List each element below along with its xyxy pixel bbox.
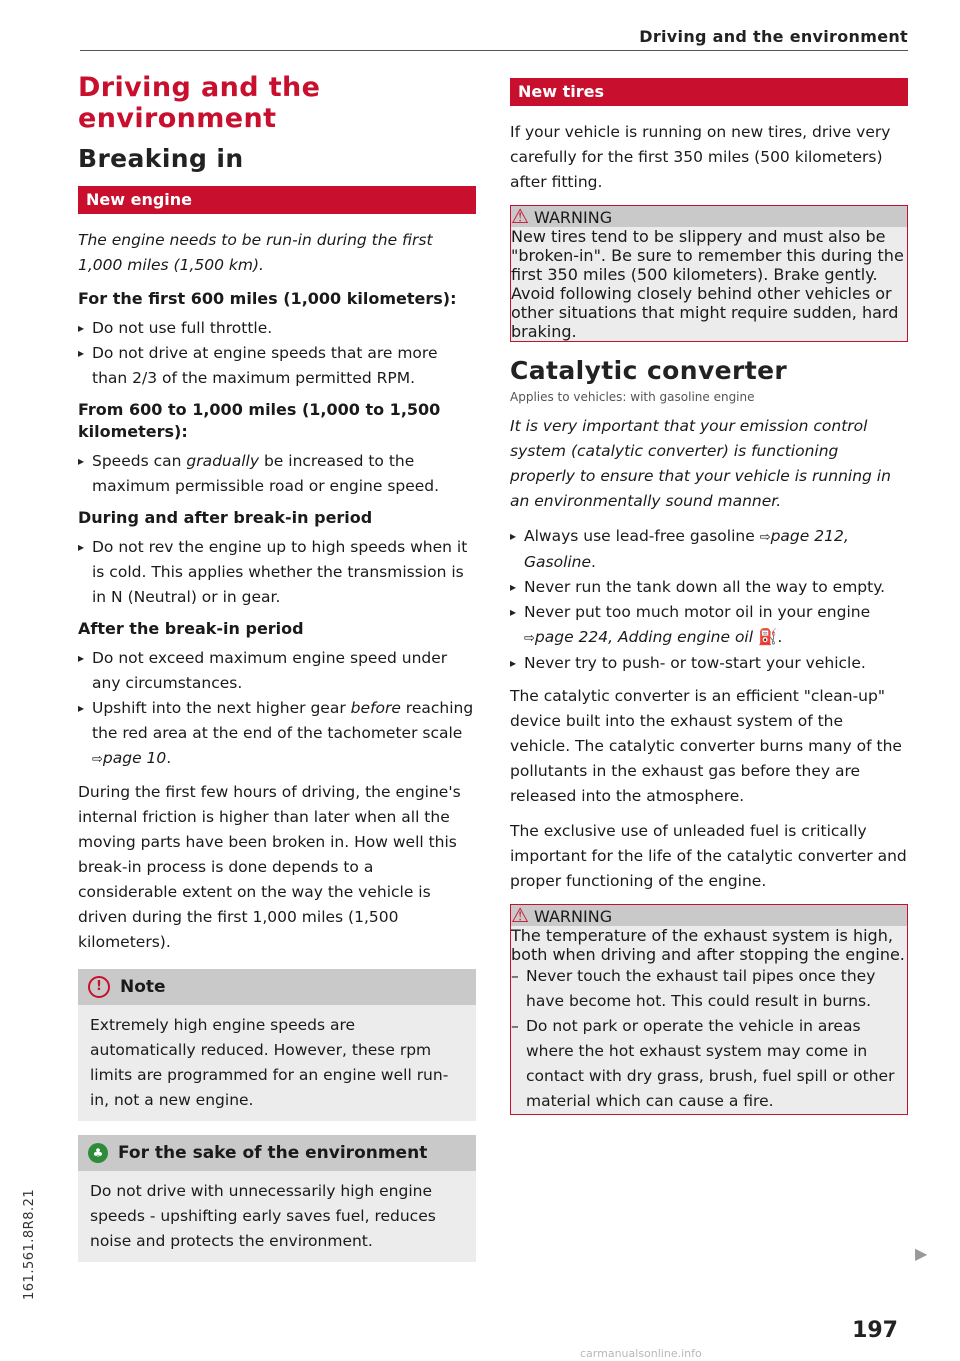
info-icon: !	[88, 976, 110, 998]
catalytic-paragraph-2: The exclusive use of unleaded fuel is critically important for the life of the catalytic converter and proper functioning of the engine.	[510, 822, 907, 890]
text-run: Speeds can	[92, 452, 187, 470]
exhaust-warning-text: The temperature of the exhaust system is high, both when driving and after stopping the engine.	[511, 926, 905, 964]
left-column	[78, 72, 476, 1272]
catalytic-title: Catalytic converter	[510, 356, 788, 385]
environment-box	[78, 1135, 476, 1262]
environment-title: For the sake of the environment	[118, 1143, 428, 1163]
catalytic-paragraph-1: The catalytic converter is an efficient "clean-up" device built into the exhaust system of the vehicle. The catalytic converter burns many of the pollutants in the exhaust gas before they are released into the atmosphere.	[510, 687, 902, 805]
list-item: – Do not park or operate the vehicle in areas where the hot exhaust system may come in contact with dry grass, brush, fuel spill or other material which can cause a fire.	[499, 1014, 907, 1114]
list-item: ▸ Upshift into the next higher gear before reaching the red area at the end of the tachometer scale ⇨page 10.	[78, 696, 476, 772]
list-item: ▸ Do not exceed maximum engine speed under any circumstances.	[78, 646, 476, 696]
600-to-1000-heading: From 600 to 1,000 miles (1,000 to 1,500 kilometers):	[78, 400, 441, 441]
catalytic-list	[510, 524, 908, 676]
page-ref-link[interactable]: page 10	[102, 749, 167, 767]
page-ref-link[interactable]: page 224, Adding engine oil	[534, 628, 754, 646]
first-600-list	[78, 316, 476, 391]
new-tires-heading: New tires	[510, 78, 908, 106]
page-ref-arrow-icon: ⇨	[759, 530, 771, 545]
after-break-in-list	[78, 646, 476, 772]
first-600-heading: For the first 600 miles (1,000 kilometers):	[78, 289, 457, 308]
chapter-title: Driving and the environment	[78, 72, 321, 134]
during-after-heading: During and after break-in period	[78, 508, 373, 527]
list-item: ▸ Never try to push- or tow-start your vehicle.	[510, 651, 908, 676]
text-run: Always use lead-free gasoline	[524, 527, 760, 545]
oil-can-icon: ⛽	[758, 628, 778, 646]
during-after-list	[78, 535, 476, 610]
text-run: reaching the red area at the end of the tachometer scale	[92, 699, 474, 742]
exhaust-warning-box	[510, 904, 908, 1115]
note-box	[78, 969, 476, 1121]
applies-to: Applies to vehicles: with gasoline engine	[510, 390, 755, 404]
list-item: ▸ Always use lead-free gasoline ⇨page 212, Gasoline.	[510, 524, 908, 575]
exhaust-warning-header	[511, 905, 907, 926]
right-column	[510, 78, 908, 1129]
catalytic-intro: It is very important that your emission control system (catalytic converter) is functioning properly to ensure that your vehicle is running in an environmentally sound manner.	[510, 417, 891, 510]
section-title: Breaking in	[78, 144, 244, 173]
watermark: carmanualsonline.info	[580, 1347, 702, 1360]
page-number: 197	[852, 1318, 898, 1343]
continue-arrow-icon: ▶	[915, 1244, 928, 1263]
list-item: – Never touch the exhaust tail pipes once they have become hot. This could result in burns.	[499, 964, 907, 1014]
leaf-icon: ♣	[88, 1143, 108, 1163]
environment-header	[78, 1135, 476, 1171]
text-run: Never put too much motor oil in your engine	[524, 603, 871, 621]
tire-warning-box	[510, 205, 908, 342]
environment-body: Do not drive with unnecessarily high engine speeds - upshifting early saves fuel, reduces noise and protects the environment.	[90, 1182, 436, 1250]
page-ref-arrow-icon: ⇨	[524, 631, 535, 646]
break-in-paragraph: During the first few hours of driving, the engine's internal friction is higher than later when all the moving parts have been broken in. How well this break-in process is done depends to a considerable extent on the way the vehicle is driven during the first 1,000 miles (1,500 kilometers).	[78, 783, 461, 951]
page-ref-arrow-icon: ⇨	[92, 752, 103, 767]
page-ref-link[interactable]: page 212, Gasoline	[524, 527, 849, 571]
list-item: ▸ Never put too much motor oil in your engine ⇨page 224, Adding engine oil ⛽.	[510, 600, 908, 651]
list-item: ▸ Do not rev the engine up to high speeds when it is cold. This applies whether the transmission is in N (Neutral) or in gear.	[78, 535, 476, 610]
side-code: 161.561.8R8.21	[22, 1188, 37, 1300]
header-rule	[80, 50, 908, 51]
warning-triangle-icon: ⚠	[511, 903, 529, 927]
after-break-in-heading: After the break-in period	[78, 619, 304, 638]
note-title: Note	[120, 977, 166, 997]
tire-warning-body: New tires tend to be slippery and must also be "broken-in". Be sure to remember this during the first 350 miles (500 kilometers). Brake gently. Avoid following closely behind other vehicles or other situations that might require sudden, hard braking.	[511, 227, 904, 341]
warning-triangle-icon: ⚠	[511, 204, 529, 228]
new-engine-heading: New engine	[78, 186, 476, 214]
list-item: ▸ Do not use full throttle.	[78, 316, 476, 341]
exhaust-warning-list	[499, 964, 907, 1114]
warning-title: WARNING	[534, 208, 613, 227]
list-item: ▸ Do not drive at engine speeds that are more than 2/3 of the maximum permitted RPM.	[78, 341, 476, 391]
600-to-1000-list	[78, 449, 476, 499]
new-tires-body: If your vehicle is running on new tires, drive very carefully for the first 350 miles (500 kilometers) after fitting.	[510, 123, 891, 191]
note-body: Extremely high engine speeds are automatically reduced. However, these rpm limits are programmed for an engine well run-in, not a new engine.	[90, 1016, 449, 1109]
text-run: be increased to the maximum permissible road or engine speed.	[92, 452, 440, 495]
emphasis: gradually	[186, 452, 260, 470]
tire-warning-header	[511, 206, 907, 227]
warning-title: WARNING	[534, 907, 613, 926]
running-head: Driving and the environment	[639, 27, 908, 46]
note-header	[78, 969, 476, 1005]
emphasis: before	[350, 699, 401, 717]
new-engine-intro: The engine needs to be run-in during the first 1,000 miles (1,500 km).	[78, 231, 433, 274]
list-item	[78, 449, 476, 499]
list-item: ▸ Never run the tank down all the way to empty.	[510, 575, 908, 600]
text-run: Upshift into the next higher gear	[92, 699, 351, 717]
exhaust-warning-body	[511, 926, 907, 1114]
